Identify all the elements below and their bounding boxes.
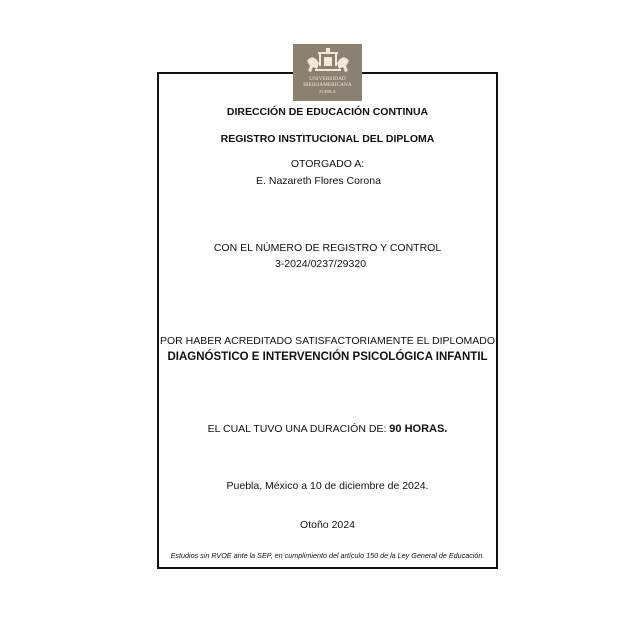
duration-label: EL CUAL TUVO UNA DURACIÓN DE: <box>207 423 387 435</box>
subheader-title: REGISTRO INSTITUCIONAL DEL DIPLOMA <box>220 133 435 145</box>
registry-number: 3-2024/0237/29320 <box>274 258 367 270</box>
recipient-name: E. Nazareth Flores Corona <box>256 175 381 187</box>
registry-label: CON EL NÚMERO DE REGISTRO Y CONTROL <box>213 242 442 254</box>
logo-text-puebla: PUEBLA <box>319 89 336 95</box>
footnote: Estudios sin RVOE ante la SEP, en cumplimiento del artículo 150 de la Ley General de Educación. <box>170 551 485 560</box>
program-name: DIAGNÓSTICO E INTERVENCIÓN PSICOLÓGICA INFANTIL <box>167 351 488 363</box>
header-title: DIRECCIÓN DE EDUCACIÓN CONTINUA <box>226 106 429 118</box>
logo-text-university: UNIVERSIDAD <box>309 76 346 82</box>
place-date: Puebla, México a 10 de diciembre de 2024. <box>226 480 429 492</box>
term: Otoño 2024 <box>300 519 355 531</box>
document-border <box>157 72 498 569</box>
university-logo <box>293 44 362 101</box>
duration-value: 90 HORAS. <box>389 423 448 435</box>
granted-to-label: OTORGADO A: <box>290 158 365 170</box>
duration-line <box>157 423 498 435</box>
logo-text-iberoamericana: IBEROAMERICANA <box>303 81 352 88</box>
accreditation-text: POR HABER ACREDITADO SATISFACTORIAMENTE EL DIPLOMADO <box>159 335 496 347</box>
crest-icon <box>303 47 353 77</box>
